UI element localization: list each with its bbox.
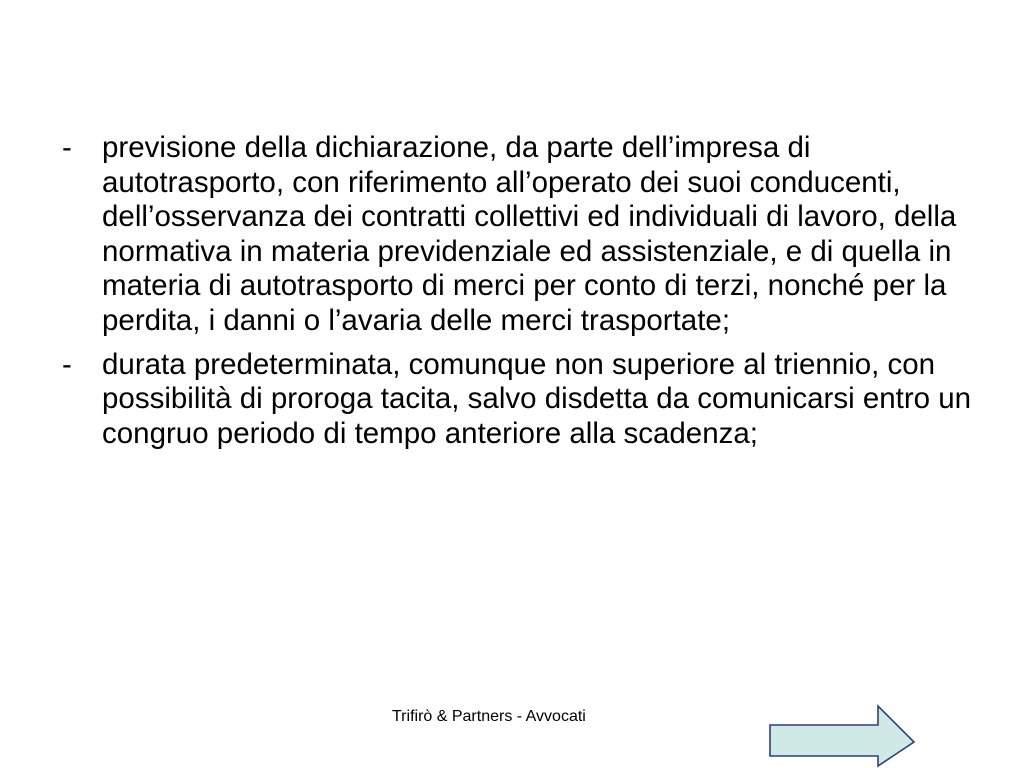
bullet-text: previsione della dichiarazione, da parte dell’impresa di autotrasporto, con riferimento all’operato dei suoi conducenti, dell’osservanza dei contratti collettivi ed individuali di lavoro, della normativa in materia previdenziale ed assistenziale, e di quella in materia di autotrasporto di merci per conto di terzi, nonché per la perdita, i danni o l’avaria delle merci trasportate;: [102, 131, 957, 337]
right-arrow-icon: [770, 706, 914, 766]
bullet-text: durata predeterminata, comunque non superiore al triennio, con possibilità di proroga tacita, salvo disdetta da comunicarsi entro un congruo periodo di tempo anteriore alla scadenza;: [102, 347, 972, 450]
next-slide-button[interactable]: [768, 704, 916, 768]
bullet-marker: -: [62, 347, 72, 381]
bullet-list: [58, 131, 978, 460]
bullet-item: [58, 131, 978, 339]
footer-text: Trifirò & Partners - Avvocati: [392, 708, 586, 725]
bullet-marker: -: [62, 131, 72, 164]
bullet-item: [58, 348, 978, 452]
